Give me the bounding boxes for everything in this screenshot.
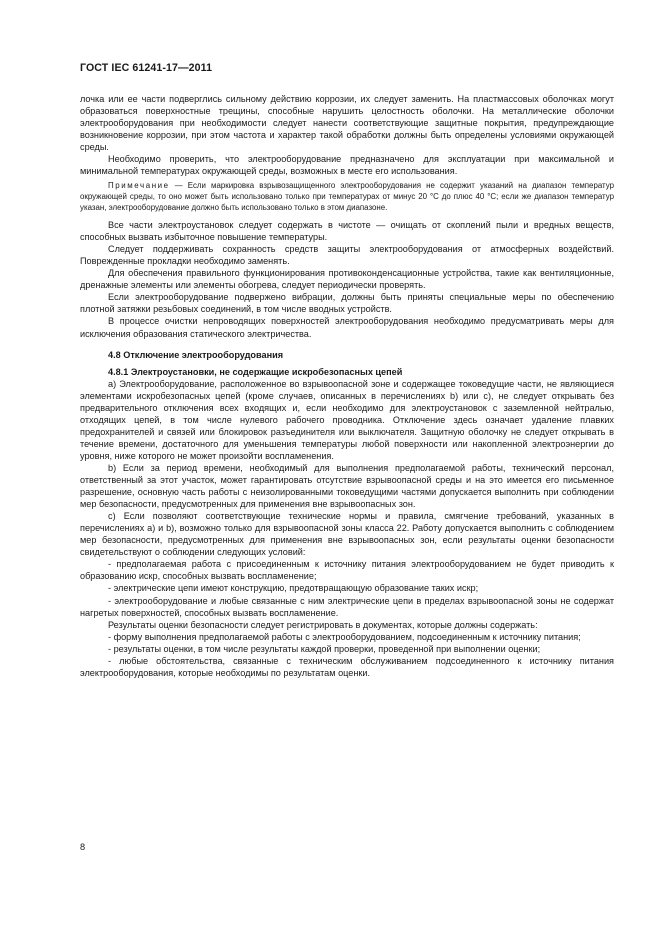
paragraph: Если электрооборудование подвержено вибрации, должны быть приняты специальные меры по обеспечению плотной затяжки резьбовых соединений, в том числе вводных устройств. xyxy=(80,292,614,315)
list-item: - форму выполнения предполагаемой работы с электрооборудованием, подсоединенным к источнику питания; xyxy=(108,631,581,642)
paragraph: Для обеспечения правильного функционирования противоконденсационные устройства, такие как вентиляционные, дренажные элементы или элементы обогрева, следует периодически проверять. xyxy=(80,268,614,291)
page-number: 8 xyxy=(80,842,86,852)
paragraph: Все части электроустановок следует содержать в чистоте — очищать от скоплений пыли и вредных веществ, способных вызвать избыточное повышение температуры. xyxy=(80,220,614,243)
note-label: Примечание xyxy=(108,181,170,191)
paragraph: лочка или ее части подверглись сильному действию коррозии, их следует заменить. На пластмассовых оболочках могут образоваться поверхностные трещины, способные нарушить целостность оболочки. На металлические оболочки электрооборудования при необходимости следует нанести соответствующие защитные покрытия, предупреждающие возникновение коррозии, при этом частота и характер такой обработки должны быть определены условиями окружающей среды. xyxy=(80,94,614,153)
document-header: ГОСТ IEC 61241-17—2011 xyxy=(80,62,213,74)
list-item: - электрические цепи имеют конструкцию, предотвращающую образование таких искр; xyxy=(108,583,479,594)
paragraph: b) Если за период времени, необходимый для выполнения предполагаемой работы, технический персонал, ответственный за этот участок, может гарантировать отсутствие взрывоопасной среды и на это имеется его письменное разрешение, основную часть работы с неизолированными токоведущими частями допускается выполнить при соблюдении мер безопасности, предусмотренных для применения вне взрывоопасных зон. xyxy=(80,463,614,510)
list-item: - любые обстоятельства, связанные с техническим обслуживанием подсоединенного к источнику питания электрооборудования, которые необходимы по результатам оценки. xyxy=(80,655,614,678)
paragraph: Результаты оценки безопасности следует регистрировать в документах, которые должны содержать: xyxy=(108,619,538,630)
paragraph: a) Электрооборудование, расположенное во взрывоопасной зоне и содержащее токоведущие части, не являющиеся элементами искробезопасных цепей (кроме случаев, описанных в перечислениях b) или с), не следует открывать без предварительного отключения всех входящих и, если необходимо для электроустановок с заземленной нейтралью, отходящих цепей, в том числе нулевого рабочего проводника. Отключение здесь означает удаление плавких предохранителей и связей или блокировок разъединителя или выключателя. Защитную оболочку не следует открывать в течение времени, достаточного для уменьшения температуры любой поверхности или накопленной электроэнергии до уровня, ниже которого не может произойти воспламенения. xyxy=(80,378,614,461)
paragraph: Следует поддерживать сохранность средств защиты электрооборудования от атмосферных воздействий. Поврежденные прокладки необходимо заменять. xyxy=(80,244,614,267)
note-text: — Если маркировка взрывозащищенного электрооборудования не содержит указаний на диапазон температур окружающей среды, то оно может быть использовано только при температурах от минус 20 °С до плюс 40 °С; если же диапазон температур указан, электрооборудование должно быть использовано только в этом диапазоне. xyxy=(80,181,614,212)
paragraph: В процессе очистки непроводящих поверхностей электрооборудования необходимо предусматривать меры для исключения образования статического электричества. xyxy=(80,316,614,339)
section-heading: 4.8 Отключение электрооборудования xyxy=(108,349,284,360)
list-item: - электрооборудование и любые связанные с ним электрические цепи в пределах взрывоопасной зоны не содержат нагретых поверхностей, способных вызвать воспламенение. xyxy=(80,595,614,618)
paragraph: Необходимо проверить, что электрооборудование предназначено для эксплуатации при максимальной и минимальной температурах окружающей среды, возможных в месте его использования. xyxy=(80,154,614,177)
subsection-heading: 4.8.1 Электроустановки, не содержащие искробезопасных цепей xyxy=(108,366,403,377)
note xyxy=(80,181,614,213)
document-body xyxy=(80,93,614,679)
paragraph: c) Если позволяют соответствующие технические нормы и правила, смягчение требований, указанных в перечислениях a) и b), возможно только для взрывоопасной зоны класса 22. Работу допускается выполнить с соблюдением мер безопасности, предусмотренных для применения вне взрывоопасных зон, если результаты оценки безопасности свидетельствуют о соблюдении следующих условий: xyxy=(80,511,614,558)
list-item: - результаты оценки, в том числе результаты каждой проверки, проведенной при выполнении оценки; xyxy=(108,643,541,654)
list-item: - предполагаемая работа с присоединенным к источнику питания электрооборудованием не будет приводить к образованию искр, способных вызвать воспламенение; xyxy=(80,559,614,582)
